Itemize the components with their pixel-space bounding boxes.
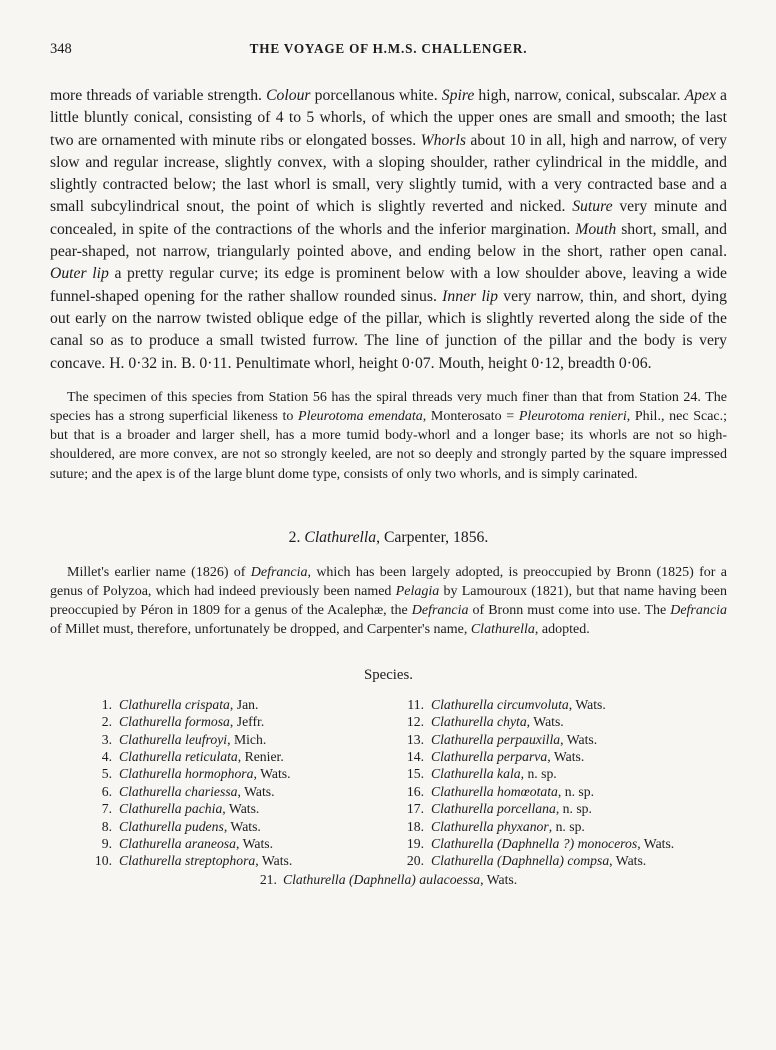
species-author: , Wats. — [480, 871, 518, 887]
species-list-item — [88, 852, 400, 869]
species-item-21 — [50, 871, 727, 888]
species-author: , Wats. — [222, 801, 260, 817]
species-author: , Jeffr. — [229, 714, 265, 730]
species-name: Clathurella araneosa — [119, 835, 236, 851]
species-name: Clathurella perpauxilla — [431, 731, 561, 747]
species-list-item — [400, 696, 727, 713]
species-column-left — [50, 696, 400, 870]
species-name: Clathurella (Daphnella) compsa — [431, 853, 610, 869]
species-number: 16. — [406, 783, 424, 799]
species-list-item — [88, 748, 400, 765]
running-title: THE VOYAGE OF H.M.S. CHALLENGER. — [249, 41, 528, 56]
species-name: Clathurella reticulata — [119, 748, 238, 764]
species-author: , Wats. — [609, 853, 647, 869]
species-author: , Renier. — [237, 748, 284, 764]
species-author: , Wats. — [526, 714, 564, 730]
species-author: , Wats. — [223, 818, 261, 834]
species-name: Clathurella (Daphnella) aulacoessa — [282, 871, 481, 887]
species-list-item — [88, 800, 400, 817]
species-list-item — [400, 800, 727, 817]
species-name: Clathurella pudens — [119, 818, 224, 834]
species-number: 11. — [407, 696, 424, 712]
species-list-item — [88, 765, 400, 782]
species-name: Clathurella hormophora — [119, 766, 254, 782]
species-number: 6. — [101, 783, 112, 799]
species-description-paragraph: more threads of variable strength. Colour porcellanous white. Spire high, narrow, conical, subscalar. Apex a little bluntly conical, consisting of 4 to 5 whorls, of which the upper ones are small and smooth; the last two are ornamented with minute ribs or elongated bosses. Whorls about 10 in all, high and narrow, of very slow and regular increase, slightly convex, with a sloping shoulder, rather cylindrical in the middle, and slightly contracted below; the last whorl is small, very slightly tumid, with a very contracted base and a small subcylindrical snout, the point of which is slightly reverted and nicked. Suture very minute and concealed, in spite of the contractions of the whorls and the inferior margination. Mouth short, small, and pear-shaped, not narrow, triangularly pointed above, and ending below in the short, rather open canal. Outer lip a pretty regular curve; its edge is prominent below with a low shoulder above, leaving a wide funnel-shaped opening for the rather shallow rounded sinus. Inner lip very narrow, thin, and short, dying out early on the narrow twisted oblique edge of the pillar, which is slightly reverted along the side of the canal so as to produce a small twisted furrow. The line of junction of the pillar and the body is very concave. H. 0·32 in. B. 0·11. Penultimate whorl, height 0·07. Mouth, height 0·12, breadth 0·06. — [50, 87, 728, 372]
species-author: , n. sp. — [557, 783, 594, 799]
species-number: 2. — [101, 714, 112, 730]
species-author: , Wats. — [568, 696, 606, 712]
species-number: 12. — [406, 714, 424, 730]
species-list-item — [400, 835, 727, 852]
species-author: , Wats. — [253, 766, 291, 782]
species-number: 3. — [101, 731, 112, 747]
species-list-item — [400, 748, 727, 765]
species-author: , Wats. — [560, 731, 598, 747]
species-name: Clathurella chariessa — [119, 783, 238, 799]
species-number: 20. — [406, 853, 424, 869]
species-author: , Wats. — [547, 748, 585, 764]
species-name: Clathurella circumvoluta — [431, 696, 569, 712]
species-number: 19. — [406, 835, 424, 851]
page-number: 348 — [50, 41, 72, 57]
species-number: 10. — [94, 853, 112, 869]
species-author: , Wats. — [235, 835, 274, 851]
species-list-heading: Species. — [364, 666, 413, 683]
species-name: Clathurella kala — [431, 766, 521, 782]
species-author: , Wats. — [237, 783, 275, 799]
species-author: , Wats. — [255, 853, 293, 869]
species-number: 13. — [406, 731, 424, 747]
species-author: , Jan. — [229, 696, 259, 712]
species-list-item — [88, 818, 400, 835]
species-name: Clathurella formosa — [119, 714, 230, 730]
genus-intro-paragraph: Millet's earlier name (1826) of Defrancia, which has been largely adopted, is preoccupied by Bronn (1825) for a genus of Polyzoa, which had indeed previously been named Pelagia by Lamouroux (1821), but that name having been preoccupied by Péron in 1809 for a genus of the Acalephæ, the Defrancia of Bronn must come into use. The Defrancia of Millet must, therefore, unfortunately be dropped, and Carpenter's name, Clathurella, adopted. — [50, 564, 727, 638]
species-name: Clathurella homœotata — [431, 783, 558, 799]
species-list-item — [400, 713, 727, 730]
species-number: 8. — [101, 818, 112, 834]
species-author: , n. sp. — [520, 766, 557, 782]
species-number: 14. — [406, 748, 424, 764]
species-number: 9. — [101, 835, 112, 851]
species-list-item — [400, 818, 727, 835]
species-list-item — [88, 713, 400, 730]
species-name: Clathurella streptophora — [119, 853, 256, 869]
species-number: 4. — [101, 748, 112, 764]
species-list-item — [88, 731, 400, 748]
species-list-item — [400, 765, 727, 782]
genus-section-heading: 2. Clathurella, Carpenter, 1856. — [288, 528, 489, 546]
species-number: 7. — [101, 801, 112, 817]
species-author: , Wats. — [637, 835, 675, 851]
species-author: , Mich. — [227, 731, 267, 747]
species-number: 21. — [259, 871, 277, 887]
species-number: 17. — [406, 801, 424, 817]
species-name: Clathurella porcellana — [431, 801, 556, 817]
species-author: , n. sp. — [555, 801, 592, 817]
species-author: , n. sp. — [548, 818, 585, 834]
species-name: Clathurella perparva — [431, 748, 548, 764]
species-list-item — [400, 783, 727, 800]
species-number: 1. — [101, 696, 112, 712]
species-number: 15. — [406, 766, 424, 782]
species-number: 5. — [101, 766, 112, 782]
species-column-right — [400, 696, 727, 870]
species-list-item — [400, 852, 727, 869]
species-list-item — [400, 731, 727, 748]
species-name: Clathurella chyta — [431, 714, 527, 730]
species-list-item — [88, 835, 400, 852]
species-list — [50, 696, 727, 870]
species-name: Clathurella leufroyi — [119, 731, 228, 747]
species-number: 18. — [406, 818, 424, 834]
species-name: Clathurella crispata — [119, 696, 230, 712]
species-name: Clathurella (Daphnella ?) monoceros — [431, 835, 638, 851]
species-list-item — [88, 696, 400, 713]
remarks-paragraph: The specimen of this species from Station 56 has the spiral threads very much finer than that from Station 24. The species has a strong superficial likeness to Pleurotoma emendata, Monterosato = Pleurotoma renieri, Phil., nec Scac.; but that is a broader and larger shell, has a more tumid body-whorl and a longer base; its whorls are not so high-shouldered, are more convex, are not so strongly keeled, are not so deeply and strongly parted by the square impressed suture; and the apex is of the large blunt dome type, consists of only two whorls, and is simply carinated. — [50, 389, 728, 482]
species-list-item — [88, 783, 400, 800]
species-name: Clathurella phyxanor — [431, 818, 549, 834]
species-name: Clathurella pachia — [119, 801, 223, 817]
page-header — [50, 40, 727, 60]
